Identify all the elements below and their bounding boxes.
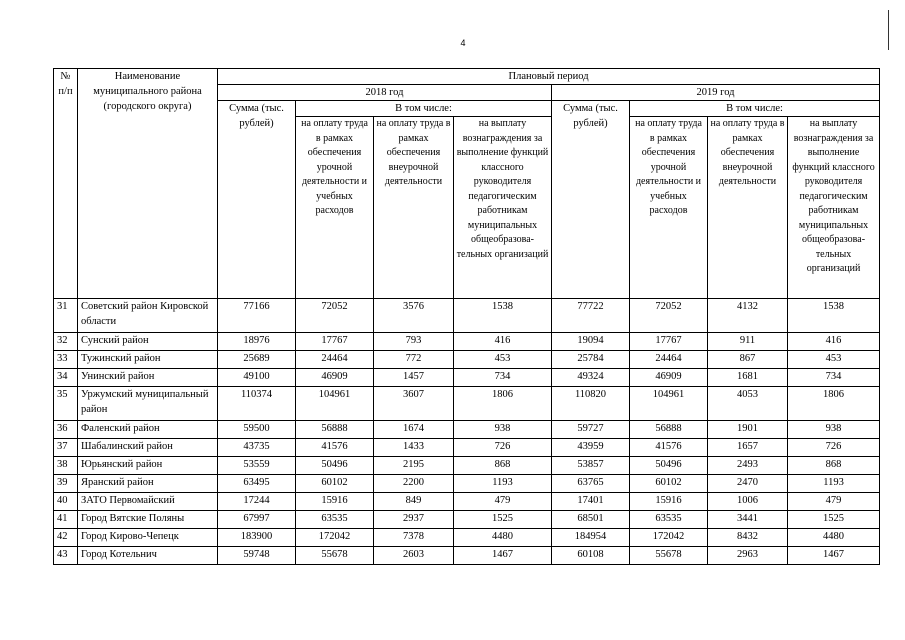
row-value: 3441	[708, 511, 788, 529]
table-row	[54, 387, 880, 421]
header-year-2018: 2018 год	[218, 85, 552, 101]
row-value: 60102	[630, 475, 708, 493]
row-district-name: Советский район Кировской области	[78, 299, 218, 333]
row-district-name: Тужинский район	[78, 351, 218, 369]
row-value: 2470	[708, 475, 788, 493]
row-value: 3576	[374, 299, 454, 333]
row-value: 63535	[296, 511, 374, 529]
table-row	[54, 421, 880, 439]
table-row	[54, 299, 880, 333]
table-row	[54, 439, 880, 457]
row-value: 15916	[630, 493, 708, 511]
row-value: 793	[374, 333, 454, 351]
row-value: 726	[788, 439, 880, 457]
row-value: 2963	[708, 547, 788, 565]
row-value: 772	[374, 351, 454, 369]
row-value: 59727	[552, 421, 630, 439]
row-district-name: Фаленский район	[78, 421, 218, 439]
row-value: 1538	[788, 299, 880, 333]
row-value: 2603	[374, 547, 454, 565]
row-value: 60108	[552, 547, 630, 565]
row-value: 868	[454, 457, 552, 475]
row-value: 416	[788, 333, 880, 351]
row-district-name: Город Котельнич	[78, 547, 218, 565]
row-value: 8432	[708, 529, 788, 547]
row-value: 2200	[374, 475, 454, 493]
header-vneurochnaya-2019: на оплату труда в рамках обеспечения внеурочной деятельности	[708, 117, 788, 299]
row-value: 1901	[708, 421, 788, 439]
row-number: 34	[54, 369, 78, 387]
row-value: 734	[454, 369, 552, 387]
table-row	[54, 493, 880, 511]
row-value: 55678	[296, 547, 374, 565]
row-value: 1674	[374, 421, 454, 439]
row-district-name: Город Кирово-Чепецк	[78, 529, 218, 547]
row-value: 63765	[552, 475, 630, 493]
row-number: 38	[54, 457, 78, 475]
header-including-2018: В том числе:	[296, 101, 552, 117]
row-value: 25784	[552, 351, 630, 369]
row-value: 55678	[630, 547, 708, 565]
header-name: Наименование муниципального района (городского округа)	[78, 69, 218, 299]
row-value: 63535	[630, 511, 708, 529]
row-value: 1433	[374, 439, 454, 457]
row-value: 1457	[374, 369, 454, 387]
header-planned-period: Плановый период	[218, 69, 880, 85]
row-value: 726	[454, 439, 552, 457]
table-row	[54, 457, 880, 475]
header-klass-ruk-2019: на выплату вознаграждения за выполнение функций классного руководителя педагогическим работникам муниципальных общеобразова-тельных организаций	[788, 117, 880, 299]
row-value: 56888	[296, 421, 374, 439]
row-value: 24464	[630, 351, 708, 369]
row-value: 867	[708, 351, 788, 369]
row-value: 1525	[454, 511, 552, 529]
header-vneurochnaya-2018: на оплату труда в рамках обеспечения внеурочной деятельности	[374, 117, 454, 299]
row-value: 4480	[788, 529, 880, 547]
row-value: 2195	[374, 457, 454, 475]
table-row	[54, 511, 880, 529]
row-number: 39	[54, 475, 78, 493]
row-number: 31	[54, 299, 78, 333]
row-value: 2937	[374, 511, 454, 529]
table-row	[54, 369, 880, 387]
row-district-name: Юрьянский район	[78, 457, 218, 475]
header-year-2019: 2019 год	[552, 85, 880, 101]
row-value: 104961	[630, 387, 708, 421]
row-value: 849	[374, 493, 454, 511]
row-number: 37	[54, 439, 78, 457]
row-value: 4480	[454, 529, 552, 547]
row-value: 17767	[296, 333, 374, 351]
row-value: 49324	[552, 369, 630, 387]
row-value: 734	[788, 369, 880, 387]
row-district-name: Город Вятские Поляны	[78, 511, 218, 529]
row-value: 110374	[218, 387, 296, 421]
header-urochnaya-2018: на оплату труда в рамках обеспечения урочной деятельности и учебных расходов	[296, 117, 374, 299]
row-value: 172042	[296, 529, 374, 547]
row-number: 40	[54, 493, 78, 511]
row-value: 50496	[296, 457, 374, 475]
row-value: 938	[454, 421, 552, 439]
table-row	[54, 351, 880, 369]
row-number: 41	[54, 511, 78, 529]
row-number: 42	[54, 529, 78, 547]
row-value: 63495	[218, 475, 296, 493]
row-value: 53559	[218, 457, 296, 475]
row-value: 46909	[630, 369, 708, 387]
row-district-name: Шабалинский район	[78, 439, 218, 457]
row-value: 104961	[296, 387, 374, 421]
header-sum-2019: Сумма (тыс. рублей)	[552, 101, 630, 299]
row-value: 2493	[708, 457, 788, 475]
table-row	[54, 333, 880, 351]
row-value: 479	[788, 493, 880, 511]
budget-table	[53, 68, 880, 565]
row-value: 77166	[218, 299, 296, 333]
row-value: 453	[788, 351, 880, 369]
row-value: 17767	[630, 333, 708, 351]
row-number: 33	[54, 351, 78, 369]
header-sum-2018: Сумма (тыс. рублей)	[218, 101, 296, 299]
row-value: 72052	[630, 299, 708, 333]
row-value: 184954	[552, 529, 630, 547]
row-value: 172042	[630, 529, 708, 547]
row-value: 416	[454, 333, 552, 351]
row-number: 32	[54, 333, 78, 351]
header-urochnaya-2019: на оплату труда в рамках обеспечения урочной деятельности и учебных расходов	[630, 117, 708, 299]
row-value: 15916	[296, 493, 374, 511]
row-value: 53857	[552, 457, 630, 475]
row-district-name: Яранский район	[78, 475, 218, 493]
row-value: 7378	[374, 529, 454, 547]
row-value: 60102	[296, 475, 374, 493]
row-value: 59500	[218, 421, 296, 439]
row-number: 43	[54, 547, 78, 565]
row-value: 1806	[788, 387, 880, 421]
row-value: 67997	[218, 511, 296, 529]
row-value: 1193	[788, 475, 880, 493]
row-value: 41576	[630, 439, 708, 457]
row-value: 1193	[454, 475, 552, 493]
row-value: 46909	[296, 369, 374, 387]
row-value: 59748	[218, 547, 296, 565]
row-district-name: Сунский район	[78, 333, 218, 351]
row-value: 4132	[708, 299, 788, 333]
row-value: 43735	[218, 439, 296, 457]
header-num: № п/п	[54, 69, 78, 299]
row-value: 49100	[218, 369, 296, 387]
row-value: 17244	[218, 493, 296, 511]
row-value: 183900	[218, 529, 296, 547]
row-district-name: ЗАТО Первомайский	[78, 493, 218, 511]
row-value: 24464	[296, 351, 374, 369]
row-value: 77722	[552, 299, 630, 333]
row-number: 36	[54, 421, 78, 439]
row-value: 4053	[708, 387, 788, 421]
row-value: 1006	[708, 493, 788, 511]
row-value: 1681	[708, 369, 788, 387]
row-value: 72052	[296, 299, 374, 333]
row-value: 68501	[552, 511, 630, 529]
row-value: 41576	[296, 439, 374, 457]
row-district-name: Уржумский муниципальный район	[78, 387, 218, 421]
row-value: 479	[454, 493, 552, 511]
row-district-name: Унинский район	[78, 369, 218, 387]
row-value: 1467	[454, 547, 552, 565]
row-value: 43959	[552, 439, 630, 457]
header-klass-ruk-2018: на выплату вознаграждения за выполнение функций классного руководителя педагогическим работникам муниципальных общеобразова-тельных организаций	[454, 117, 552, 299]
page-number: 4	[460, 38, 466, 48]
row-value: 453	[454, 351, 552, 369]
table-row	[54, 475, 880, 493]
edge-mark	[888, 10, 889, 50]
row-number: 35	[54, 387, 78, 421]
row-value: 17401	[552, 493, 630, 511]
row-value: 938	[788, 421, 880, 439]
header-including-2019: В том числе:	[630, 101, 880, 117]
row-value: 19094	[552, 333, 630, 351]
row-value: 25689	[218, 351, 296, 369]
row-value: 50496	[630, 457, 708, 475]
row-value: 1467	[788, 547, 880, 565]
table-row	[54, 529, 880, 547]
row-value: 3607	[374, 387, 454, 421]
row-value: 1806	[454, 387, 552, 421]
row-value: 868	[788, 457, 880, 475]
row-value: 1525	[788, 511, 880, 529]
row-value: 56888	[630, 421, 708, 439]
table-row	[54, 547, 880, 565]
row-value: 1538	[454, 299, 552, 333]
row-value: 1657	[708, 439, 788, 457]
row-value: 18976	[218, 333, 296, 351]
row-value: 911	[708, 333, 788, 351]
row-value: 110820	[552, 387, 630, 421]
